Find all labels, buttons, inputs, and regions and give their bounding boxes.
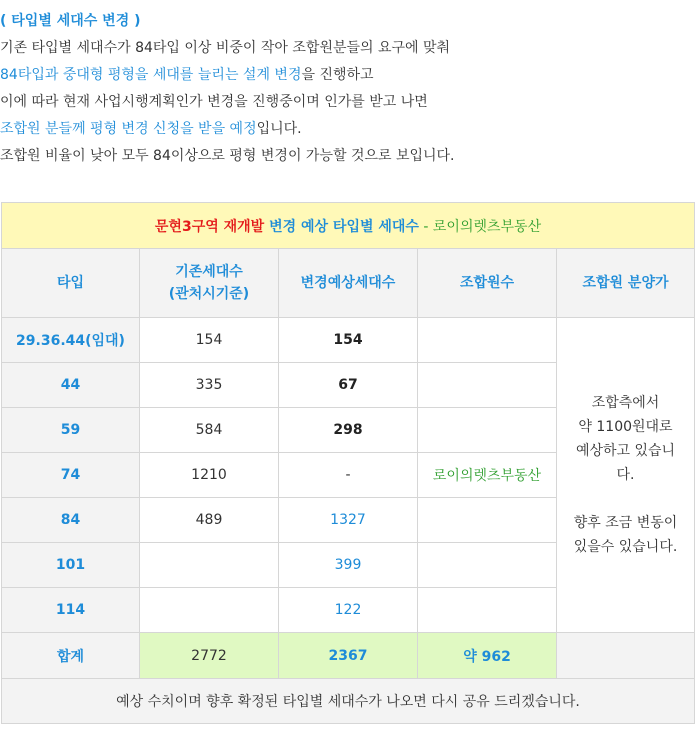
- header-type: 타입: [2, 249, 140, 318]
- table-row: [2, 318, 695, 363]
- members-cell: [418, 543, 557, 588]
- intro-line-5: 조합원 비율이 낮아 모두 84이상으로 평형 변경이 가능할 것으로 보입니다.: [0, 148, 455, 164]
- total-label: 합계: [2, 633, 140, 679]
- intro-text: [0, 10, 690, 172]
- header-existing-sub: (관처시기준): [168, 286, 250, 302]
- table-title-district: 문현3구역 재개발: [154, 218, 265, 235]
- existing-cell: 584: [140, 408, 279, 453]
- type-cell: 114: [2, 588, 140, 633]
- table-title-source: - 로이의렛츠부동산: [418, 218, 542, 235]
- total-changed: 2367: [279, 633, 418, 679]
- existing-cell: [140, 543, 279, 588]
- changed-cell: -: [279, 453, 418, 498]
- header-changed: 변경예상세대수: [279, 249, 418, 318]
- intro-line-4-highlight: 조합원 분들께 평형 변경 신청을 받을 예정: [0, 121, 257, 137]
- changed-cell: 399: [279, 543, 418, 588]
- existing-cell: 1210: [140, 453, 279, 498]
- table-footer-row: [2, 679, 695, 724]
- intro-line-3: 이에 따라 현재 사업시행계획인가 변경을 진행중이며 인가를 받고 나면: [0, 94, 428, 110]
- intro-title: ( 타입별 세대수 변경 ): [0, 13, 141, 29]
- header-existing: [140, 249, 279, 318]
- members-cell: [418, 588, 557, 633]
- table-footer-note: 예상 수치이며 향후 확정된 타입별 세대수가 나오면 다시 공유 드리겠습니다.: [2, 679, 695, 724]
- price-note-line-3: 예상하고 있습니: [575, 443, 676, 459]
- existing-cell: 335: [140, 363, 279, 408]
- total-price: [557, 633, 695, 679]
- price-note-cell: [557, 318, 695, 633]
- members-note-cell: 로이의렛츠부동산: [418, 453, 557, 498]
- members-cell: [418, 408, 557, 453]
- members-cell: [418, 498, 557, 543]
- table-title: [2, 203, 695, 249]
- table-total-row: [2, 633, 695, 679]
- intro-line-4-rest: 입니다.: [256, 121, 302, 137]
- price-note-line-5: 향후 조금 변동이: [573, 515, 678, 531]
- intro-line-2: [0, 64, 690, 91]
- type-cell: 101: [2, 543, 140, 588]
- price-note-line-4: 다.: [616, 467, 635, 483]
- intro-line-4: [0, 118, 690, 145]
- members-cell: [418, 363, 557, 408]
- household-table: [1, 202, 695, 724]
- table-title-row: [2, 203, 695, 249]
- existing-cell: 489: [140, 498, 279, 543]
- price-note-line-6: 있을수 있습니다.: [573, 539, 678, 555]
- total-members: 약 962: [418, 633, 557, 679]
- total-existing: 2772: [140, 633, 279, 679]
- type-cell: 84: [2, 498, 140, 543]
- table-header-row: [2, 249, 695, 318]
- intro-line-2-rest: 을 진행하고: [301, 67, 374, 83]
- intro-line-1: 기존 타입별 세대수가 84타입 이상 비중이 작아 조합원분들의 요구에 맞춰: [0, 40, 451, 56]
- header-existing-main: 기존세대수: [175, 264, 243, 280]
- type-cell: 29.36.44(임대): [2, 318, 140, 363]
- header-members: 조합원수: [418, 249, 557, 318]
- intro-line-2-highlight: 84타입과 중대형 평형을 세대를 늘리는 설계 변경: [0, 67, 302, 83]
- header-price: 조합원 분양가: [557, 249, 695, 318]
- price-note-line-2: 약 1100원대로: [578, 419, 673, 435]
- changed-cell: 1327: [279, 498, 418, 543]
- type-cell: 74: [2, 453, 140, 498]
- price-note-line-1: 조합측에서: [591, 395, 660, 411]
- changed-cell: 298: [279, 408, 418, 453]
- existing-cell: [140, 588, 279, 633]
- members-cell: [418, 318, 557, 363]
- changed-cell: 122: [279, 588, 418, 633]
- type-cell: 59: [2, 408, 140, 453]
- table-title-subject: 변경 예상 타입별 세대수: [264, 218, 419, 235]
- changed-cell: 154: [279, 318, 418, 363]
- type-cell: 44: [2, 363, 140, 408]
- existing-cell: 154: [140, 318, 279, 363]
- changed-cell: 67: [279, 363, 418, 408]
